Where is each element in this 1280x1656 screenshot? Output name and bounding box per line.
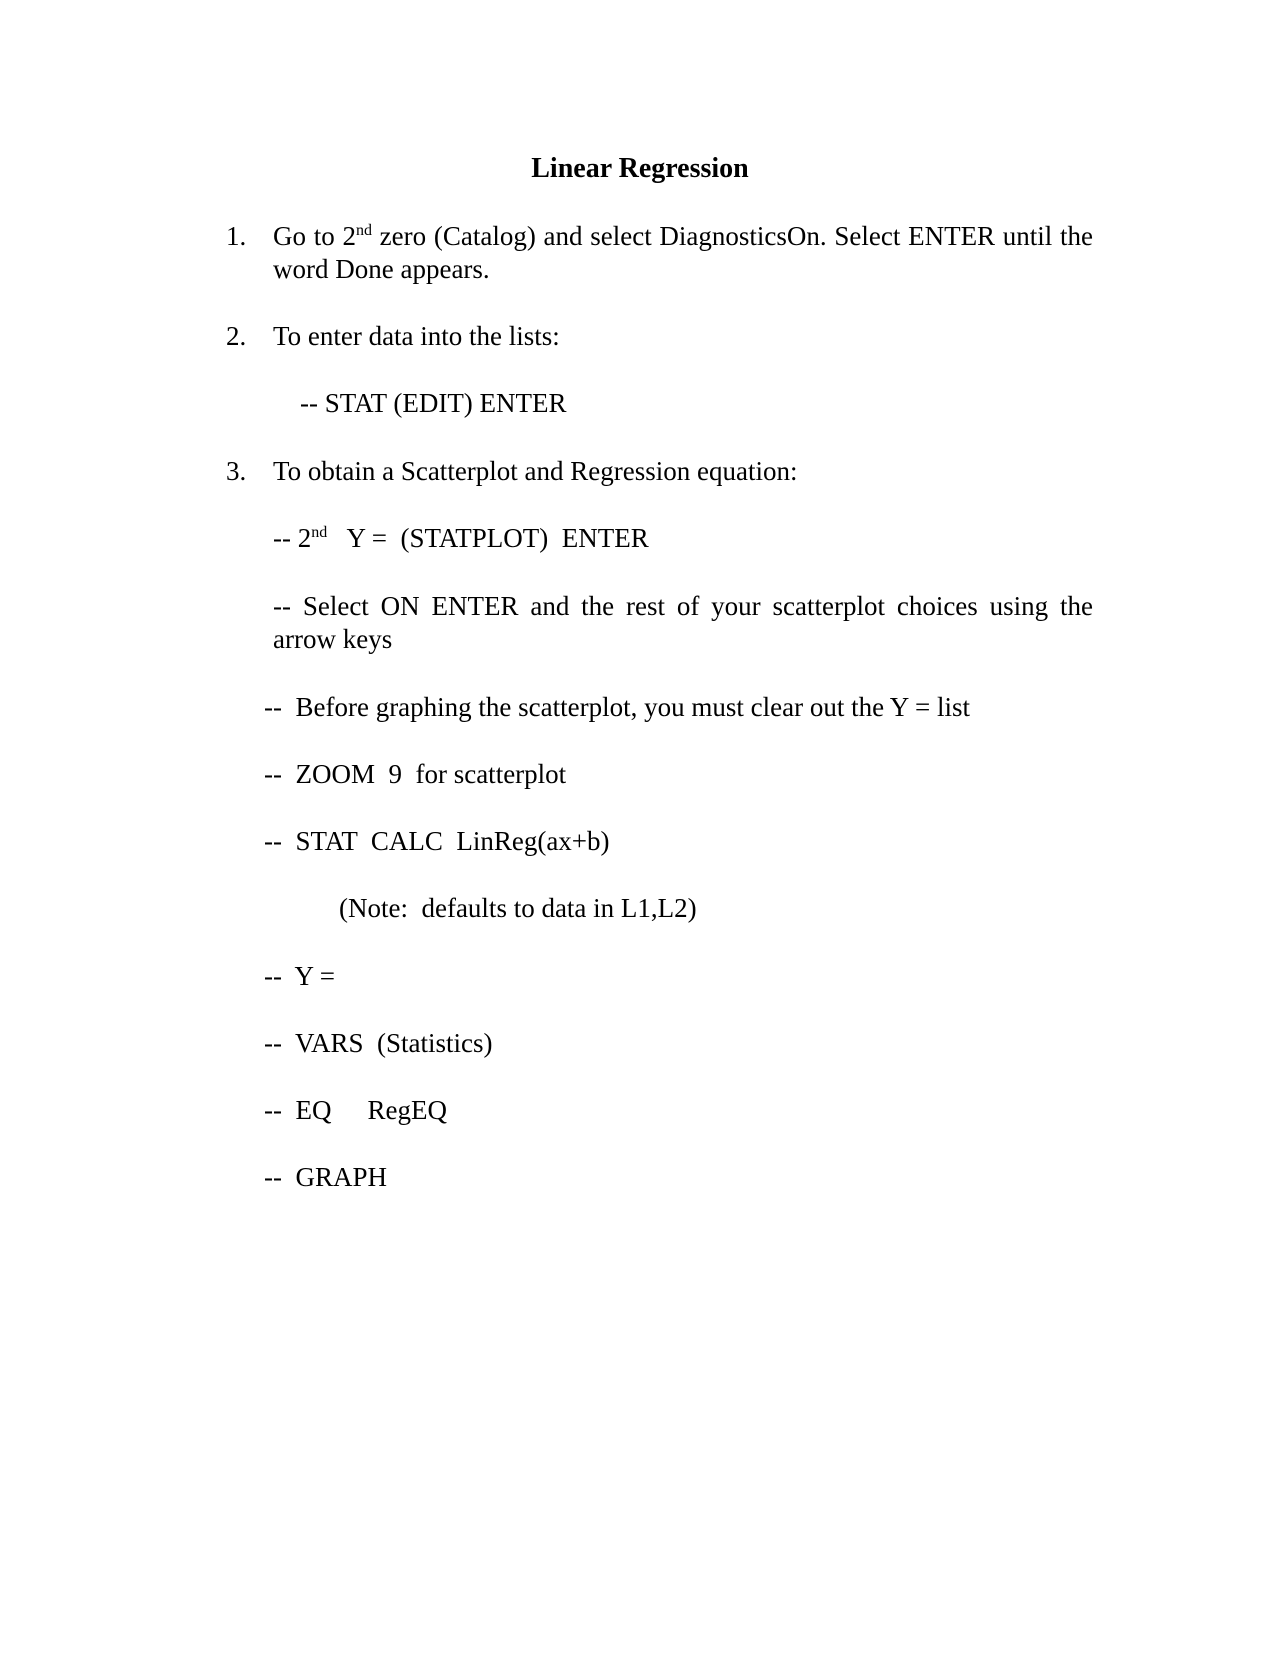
- step-3-sub-5: -- STAT CALC LinReg(ax+b): [264, 826, 610, 856]
- step-3-sub-7: -- VARS (Statistics): [264, 1028, 493, 1058]
- step-1-text: [273, 220, 1093, 286]
- step-2-number: 2.: [226, 321, 247, 351]
- step-1-number: 1.: [226, 221, 247, 251]
- page-title: Linear Regression: [531, 153, 749, 184]
- step-3-sub-8-b: RegEQ: [367, 1095, 447, 1125]
- step-2-text: To enter data into the lists:: [273, 321, 560, 351]
- step-1-sup: nd: [355, 222, 372, 239]
- step-3-sub-2: -- Select ON ENTER and the rest of your scatterplot choices using the arrow keys: [273, 591, 1093, 654]
- step-2-sub-1: -- STAT (EDIT) ENTER: [300, 388, 567, 418]
- step-3-sub-1: [273, 522, 649, 555]
- step-3-sub-9: -- GRAPH: [264, 1162, 388, 1192]
- step-3-sub-8-a: -- EQ: [264, 1095, 332, 1125]
- step-3-text: To obtain a Scatterplot and Regression equation:: [273, 456, 798, 486]
- step-3-sub-4: -- ZOOM 9 for scatterplot: [264, 759, 567, 789]
- step-3-note: (Note: defaults to data in L1,L2): [339, 893, 697, 923]
- step-3-sub-6: -- Y =: [264, 961, 335, 991]
- step-1-text-b: zero (Catalog) and select DiagnosticsOn. Select ENTER until the word Done appears.: [273, 221, 1094, 284]
- step-3-sub-1-sup: nd: [311, 524, 328, 541]
- step-3-sub-1-a: -- 2: [273, 523, 312, 553]
- step-3-sub-3: -- Before graphing the scatterplot, you must clear out the Y = list: [264, 692, 971, 722]
- step-1-text-a: Go to 2: [273, 221, 356, 251]
- step-3-sub-1-b: Y = (STATPLOT) ENTER: [327, 523, 649, 553]
- step-3-number: 3.: [226, 456, 247, 486]
- step-3-sub-8: [264, 1094, 447, 1127]
